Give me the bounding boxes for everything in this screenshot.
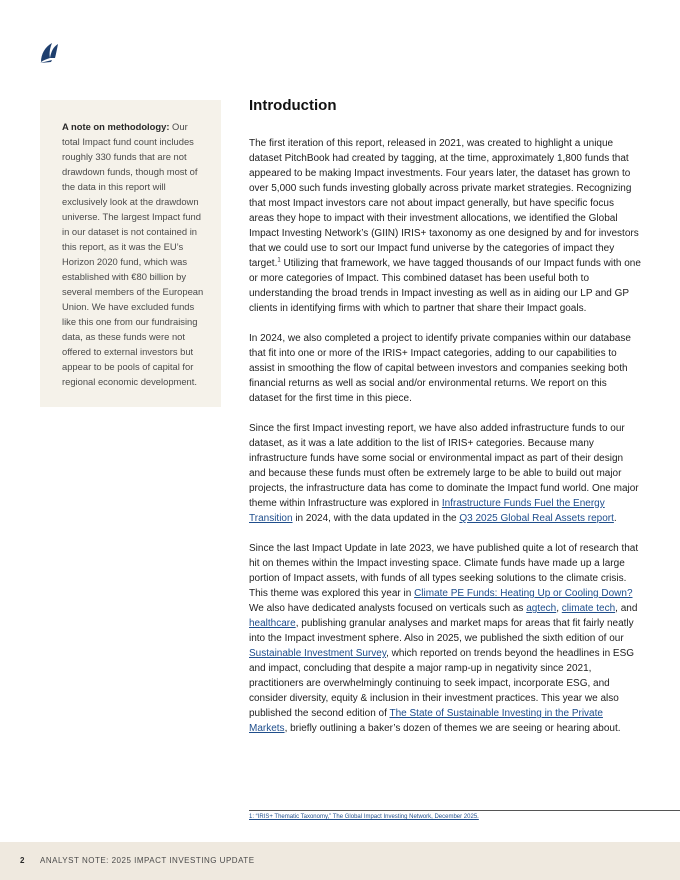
section-heading: Introduction bbox=[249, 97, 337, 114]
note-label: A note on methodology: bbox=[62, 121, 170, 132]
footer-title: ANALYST NOTE: 2025 IMPACT INVESTING UPDATE bbox=[40, 856, 255, 865]
link-state-of-sustainable-investing[interactable]: The State of Sustainable Investing in the Private Markets bbox=[249, 708, 603, 734]
methodology-note-box bbox=[40, 100, 221, 407]
link-global-real-assets-report[interactable]: Q3 2025 Global Real Assets report bbox=[459, 513, 614, 524]
link-infrastructure-funds[interactable]: Infrastructure Funds Fuel the Energy Transition bbox=[249, 498, 605, 524]
main-content bbox=[249, 96, 641, 751]
footnote-divider bbox=[249, 810, 680, 811]
link-healthcare[interactable]: healthcare bbox=[249, 618, 296, 629]
paragraph-2: In 2024, we also completed a project to identify private companies within our database that fit into one or more of the IRIS+ Impact categories, adding to our capabilities to assist in smoothing the flow of capital between investors and companies seeking both financial returns as well as social and/or environmental returns. We report on this dataset for the first time in this piece. bbox=[249, 333, 631, 404]
page-number: 2 bbox=[20, 856, 25, 865]
pitchbook-logo-icon bbox=[38, 40, 60, 64]
note-text: Our total Impact fund count includes roughly 330 funds that are not drawdown funds, though most of the data in this report will exclusively look at the drawdown universe. The largest Impact fund in our dataset is not contained in this report, as it was the EU’s Horizon 2020 fund, which was established with €80 billion by several members of the European Union. We have excluded funds like this one from our fundraising data, as these funds were not offered to external investors but appear to be pools of capital for regional economic development. bbox=[62, 121, 204, 387]
paragraph-1: The first iteration of this report, released in 2021, was created to highlight a unique dataset PitchBook had created by tagging, at the time, approximately 1,800 funds that appeared to be making Impact investments. Four years later, the dataset has grown to over 5,000 such funds investing globally across private market strategies. Recognizing that most Impact investors care not about impact generally, but have specific focus areas they hope to impact with their investment allocations, we identified the Global Impact Investing Network’s (GIIN) IRIS+ taxonomy as one designed by and for investors that we could use to sort our Impact fund universe by the categories of impact they target.$^1$ Utilizing that framework, we have tagged thousands of our Impact funds with one or more categories of Impact. This combined dataset has been useful both to understanding the broad trends in Impact investing as well as in aiding our LP and GP clients in identifying firms with which to partner that share their Impact goals. bbox=[249, 138, 641, 314]
link-sustainable-investment-survey[interactable]: Sustainable Investment Survey bbox=[249, 648, 387, 659]
link-climate-tech[interactable]: climate tech bbox=[561, 603, 616, 614]
link-climate-pe-funds[interactable]: Climate PE Funds: Heating Up or Cooling Down? bbox=[414, 588, 633, 599]
footnote-ref[interactable]: 1 bbox=[277, 257, 281, 264]
link-agtech[interactable]: agtech bbox=[526, 603, 557, 614]
footnote-link[interactable]: 1: “IRIS+ Thematic Taxonomy,” The Global Impact Investing Network, December 2025. bbox=[249, 814, 479, 820]
page-footer bbox=[0, 842, 680, 880]
paragraph-3: Since the first Impact investing report, we have also added infrastructure funds to our dataset, as it was a late addition to the list of IRIS+ categories. Because many infrastructure funds have some social or environmental impact as part of their design and because these funds must often be extremely large to be able to build out major projects, the infrastructure data has come to dominate the Impact fund world. One major theme within Infrastructure was explored in Infrastructure Funds Fuel the Energy Transition in 2024, with the data updated in the Q3 2025 Global Real Assets report. bbox=[249, 423, 639, 524]
paragraph-4: Since the last Impact Update in late 2023, we have published quite a lot of research that hit on themes within the Impact investing space. Climate funds have made up a large portion of Impact assets, with funds of all types seeking solutions to the climate crisis. This theme was explored this year in Climate PE Funds: Heating Up or Cooling Down? We also have dedicated analysts focused on verticals such as agtech, climate tech, and healthcare, publishing granular analyses and market maps for areas that fit fairly neatly into the Impact investment sphere. Also in 2025, we published the sixth edition of our Sustainable Investment Survey, which reported on trends beyond the headlines in ESG and impact, concluding that despite a major ramp-up in negativity since 2021, practitioners are overwhelmingly continuing to seek impact, incorporate ESG, and consider diversity, equity & inclusion in their investment practices. This year we also published the second edition of The State of Sustainable Investing in the Private Markets, briefly outlining a baker’s dozen of themes we are seeing or hearing about. bbox=[249, 543, 639, 734]
methodology-note bbox=[62, 119, 204, 389]
